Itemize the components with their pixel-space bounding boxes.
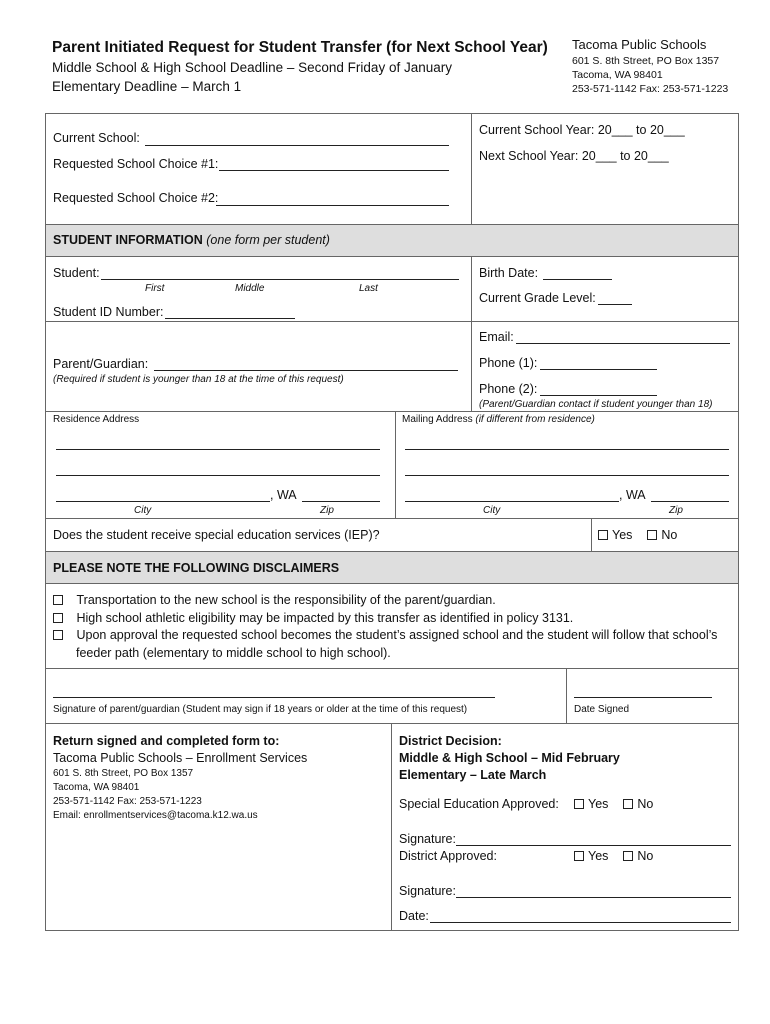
- disclaimer-3-continued: feeder path (elementary to middle school to high school).: [76, 646, 391, 660]
- approved-yes-label: Yes: [588, 849, 609, 863]
- iep-yes-label: Yes: [612, 528, 633, 542]
- first-name-caption: First: [145, 283, 165, 294]
- org-address1: 601 S. 8th Street, PO Box 1357: [572, 55, 720, 67]
- approved-yes-checkbox[interactable]: [574, 851, 584, 861]
- return-address1: 601 S. 8th Street, PO Box 1357: [53, 768, 194, 779]
- birth-date-label: Birth Date:: [479, 266, 539, 280]
- student-info-heading: [53, 233, 330, 247]
- current-school-field[interactable]: [145, 145, 449, 146]
- student-id-field[interactable]: [165, 318, 295, 319]
- phone-note: (Parent/Guardian contact if student younger than 18): [479, 399, 713, 410]
- district-heading: District Decision:: [399, 734, 502, 748]
- grade-level-label: Current Grade Level:: [479, 291, 596, 305]
- residence-address-label: Residence Address: [53, 414, 140, 425]
- phone2-label: Phone (2):: [479, 382, 538, 396]
- disclaimer-item: [53, 611, 573, 625]
- mailing-address-label: [402, 414, 595, 425]
- student-info-heading-note: (one form per student): [206, 233, 330, 247]
- email-field[interactable]: [516, 343, 730, 344]
- mailing-wa-label: , WA: [619, 488, 646, 502]
- mailing-line1-field[interactable]: [405, 449, 729, 450]
- disclaimer-1-checkbox[interactable]: [53, 595, 63, 605]
- district-signature1-label: Signature:: [399, 832, 456, 846]
- district-elementary-deadline: Elementary – Late March: [399, 768, 547, 782]
- phone1-label: Phone (1):: [479, 356, 538, 370]
- return-phone: 253-571-1142 Fax: 253-571-1223: [53, 796, 202, 807]
- residence-zip-field[interactable]: [302, 501, 380, 502]
- mailing-address-text: Mailing Address: [402, 414, 473, 425]
- residence-zip-caption: Zip: [320, 505, 334, 516]
- return-office: Tacoma Public Schools – Enrollment Services: [53, 751, 308, 765]
- sped-no-checkbox[interactable]: [623, 799, 633, 809]
- residence-city-field[interactable]: [56, 501, 270, 502]
- deadline-elementary: Elementary Deadline – March 1: [52, 79, 242, 94]
- next-year-label[interactable]: Next School Year: 20___ to 20___: [479, 149, 669, 163]
- disclaimer-2-text: High school athletic eligibility may be impacted by this transfer as identified in policy 3131.: [76, 611, 574, 625]
- phone1-field[interactable]: [540, 369, 657, 370]
- iep-options: [598, 528, 677, 542]
- district-secondary-deadline: Middle & High School – Mid February: [399, 751, 620, 765]
- iep-no-checkbox[interactable]: [647, 530, 657, 540]
- mailing-line2-field[interactable]: [405, 475, 729, 476]
- district-approved-options: [574, 849, 653, 863]
- iep-no-label: No: [661, 528, 678, 542]
- residence-line1-field[interactable]: [56, 449, 380, 450]
- student-name-field[interactable]: [101, 279, 459, 280]
- parent-required-note: (Required if student is younger than 18 at the time of this request): [53, 374, 344, 385]
- disclaimer-3-checkbox[interactable]: [53, 630, 63, 640]
- return-address2: Tacoma, WA 98401: [53, 782, 140, 793]
- date-signed-label: Date Signed: [574, 704, 630, 715]
- parent-signature-label: Signature of parent/guardian (Student may sign if 18 years or older at the time of this request): [53, 704, 468, 715]
- disclaimer-item: [53, 593, 496, 607]
- residence-city-caption: City: [134, 505, 152, 516]
- iep-question: Does the student receive special education services (IEP)?: [53, 528, 380, 542]
- district-signature1-field[interactable]: [456, 845, 731, 846]
- district-date-field[interactable]: [430, 922, 731, 923]
- choice1-label: Requested School Choice #1:: [53, 157, 219, 171]
- approved-no-label: No: [637, 849, 654, 863]
- last-name-caption: Last: [359, 283, 378, 294]
- mailing-zip-caption: Zip: [669, 505, 683, 516]
- disclaimer-2-checkbox[interactable]: [53, 613, 63, 623]
- birth-date-field[interactable]: [543, 279, 612, 280]
- choice2-label: Requested School Choice #2:: [53, 191, 219, 205]
- district-approved-label: District Approved:: [399, 849, 497, 863]
- parent-name-field[interactable]: [154, 370, 458, 371]
- district-date-label: Date:: [399, 909, 429, 923]
- middle-name-caption: Middle: [235, 283, 265, 294]
- approved-no-checkbox[interactable]: [623, 851, 633, 861]
- disclaimers-heading: PLEASE NOTE THE FOLLOWING DISCLAIMERS: [53, 561, 340, 575]
- return-email[interactable]: Email: enrollmentservices@tacoma.k12.wa.us: [53, 810, 258, 821]
- mailing-city-field[interactable]: [405, 501, 619, 502]
- residence-line2-field[interactable]: [56, 475, 380, 476]
- mailing-address-note: (if different from residence): [475, 414, 595, 425]
- form-title: Parent Initiated Request for Student Transfer (for Next School Year): [52, 39, 548, 56]
- deadline-secondary: Middle School & High School Deadline – Second Friday of January: [52, 60, 452, 75]
- student-info-heading-text: STUDENT INFORMATION: [53, 233, 203, 247]
- iep-yes-checkbox[interactable]: [598, 530, 608, 540]
- parent-label: Parent/Guardian:: [53, 357, 149, 371]
- disclaimer-1-text: Transportation to the new school is the responsibility of the parent/guardian.: [76, 593, 496, 607]
- choice1-field[interactable]: [219, 170, 449, 171]
- choice2-field[interactable]: [216, 205, 449, 206]
- org-phone: 253-571-1142 Fax: 253-571-1223: [572, 83, 729, 95]
- student-id-label: Student ID Number:: [53, 305, 164, 319]
- parent-signature-field[interactable]: [53, 697, 495, 698]
- sped-approved-label: Special Education Approved:: [399, 797, 559, 811]
- sped-yes-checkbox[interactable]: [574, 799, 584, 809]
- district-signature2-field[interactable]: [456, 897, 731, 898]
- sped-no-label: No: [637, 797, 654, 811]
- residence-wa-label: , WA: [270, 488, 297, 502]
- grade-level-field[interactable]: [598, 304, 632, 305]
- return-heading: Return signed and completed form to:: [53, 734, 280, 748]
- date-signed-field[interactable]: [574, 697, 712, 698]
- mailing-city-caption: City: [483, 505, 501, 516]
- current-year-label[interactable]: Current School Year: 20___ to 20___: [479, 123, 685, 137]
- current-school-label: Current School:: [53, 131, 140, 145]
- phone2-field[interactable]: [540, 395, 657, 396]
- sped-options: [574, 797, 653, 811]
- district-signature2-label: Signature:: [399, 884, 456, 898]
- email-label: Email:: [479, 330, 514, 344]
- mailing-zip-field[interactable]: [651, 501, 729, 502]
- org-address2: Tacoma, WA 98401: [572, 69, 663, 81]
- sped-yes-label: Yes: [588, 797, 609, 811]
- disclaimer-3-text: Upon approval the requested school becomes the student’s assigned school and the student will follow that school’s: [76, 628, 718, 642]
- org-name: Tacoma Public Schools: [572, 37, 707, 52]
- student-label: Student:: [53, 266, 100, 280]
- disclaimer-item: [53, 628, 717, 642]
